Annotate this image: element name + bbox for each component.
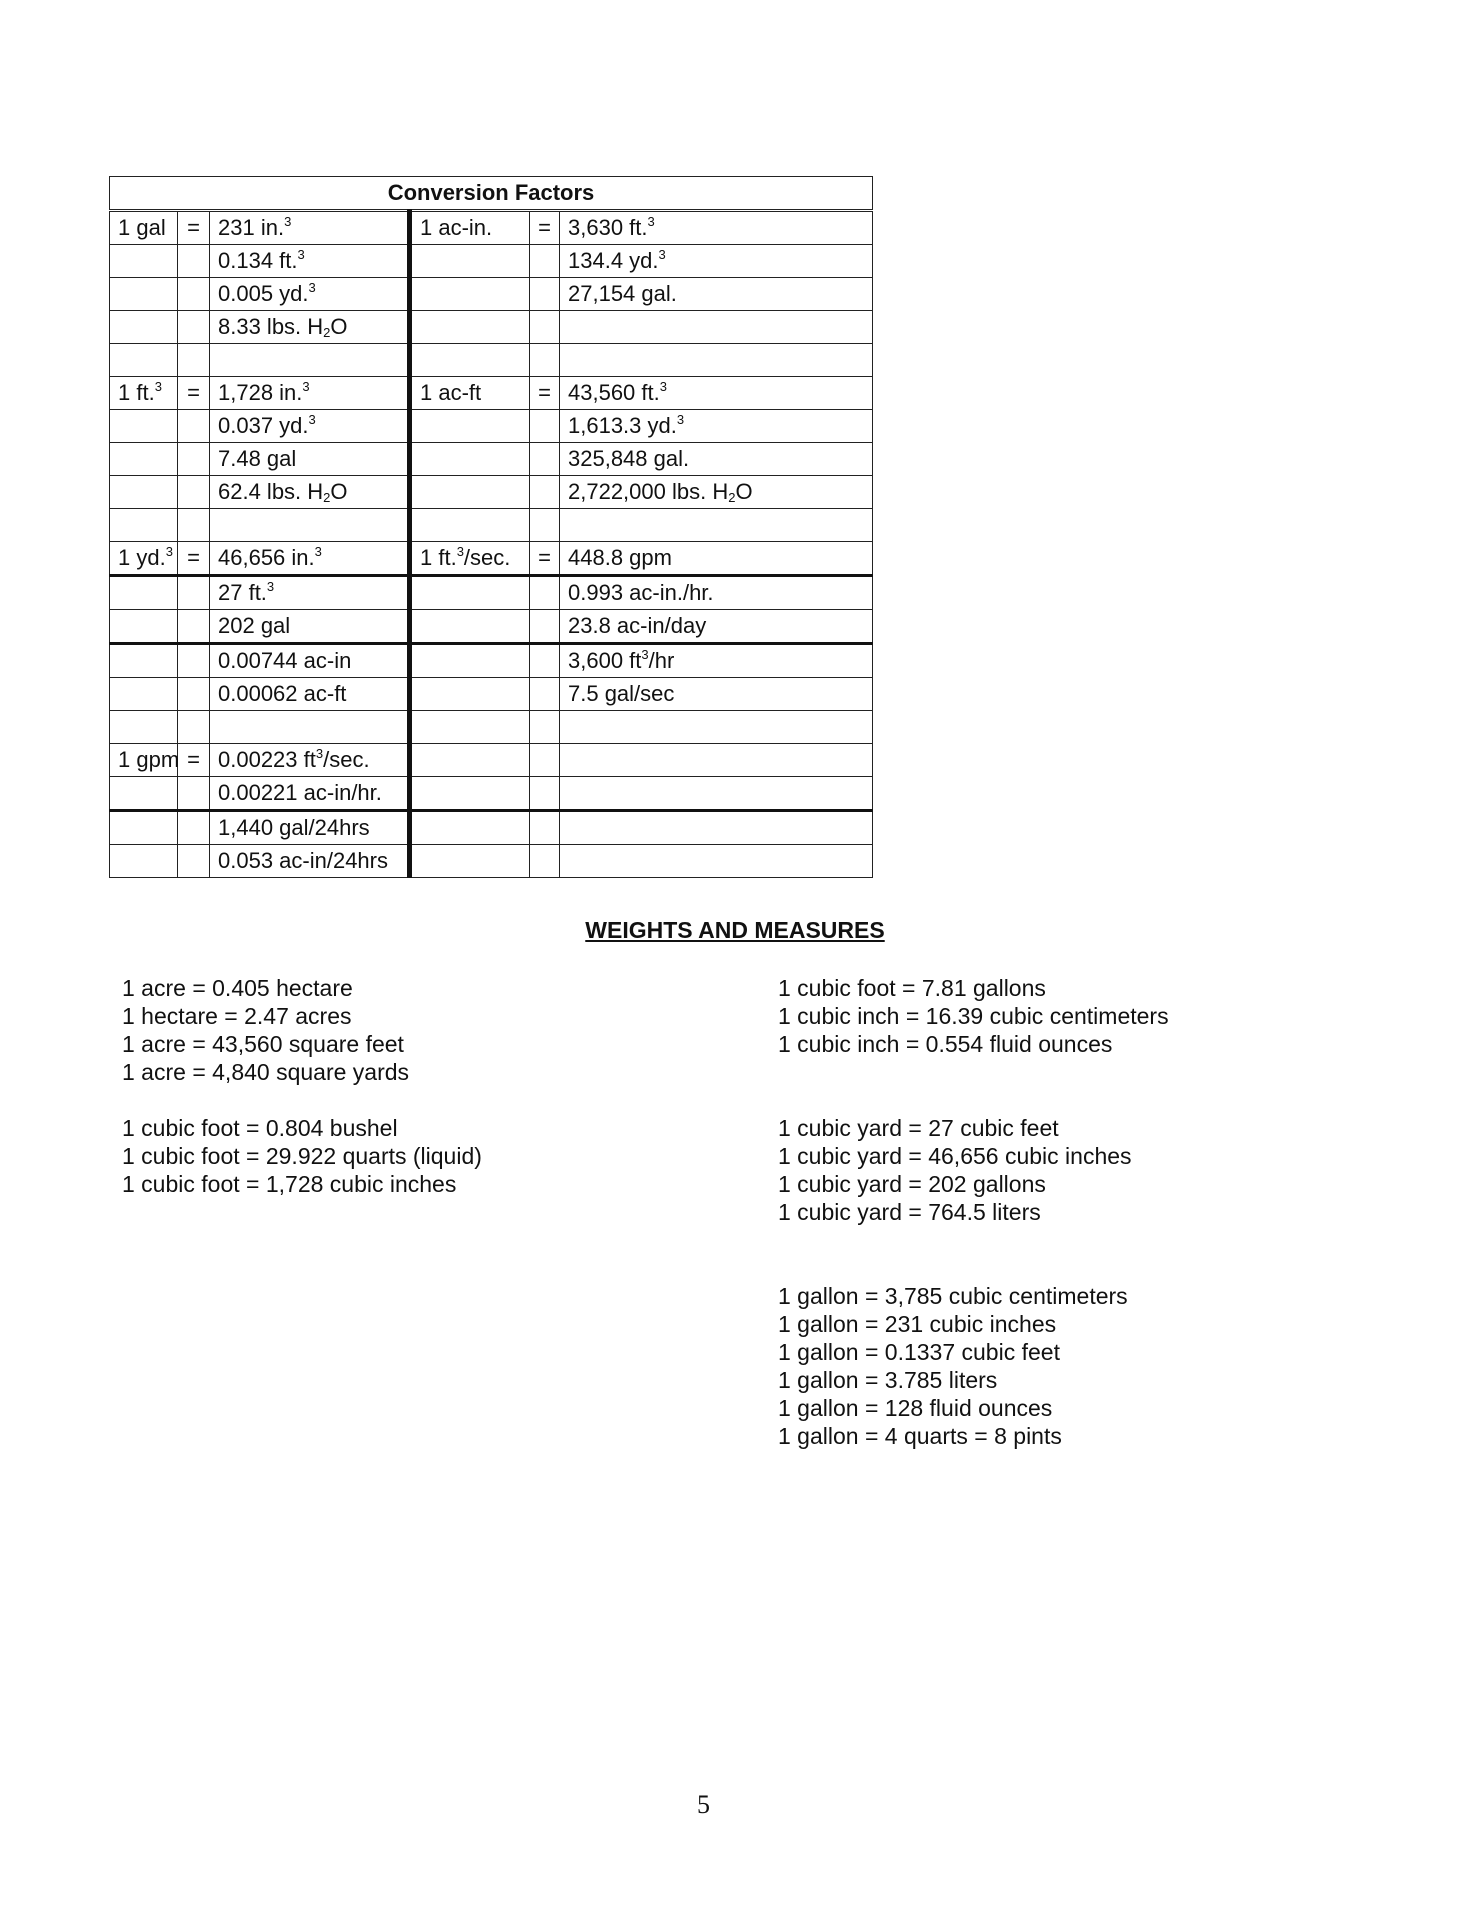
cell-text: 0.037 yd. (218, 413, 309, 438)
table-row (110, 311, 873, 344)
table-cell (530, 678, 560, 711)
superscript: 3 (641, 647, 649, 662)
conversion-line: 1 gallon = 3,785 cubic centimeters (778, 1283, 1128, 1309)
table-cell (560, 845, 873, 878)
table-row (110, 278, 873, 311)
table-cell (110, 344, 178, 377)
subscript: 2 (323, 490, 331, 505)
table-row (110, 711, 873, 744)
table-cell (110, 211, 178, 245)
table-cell (530, 777, 560, 811)
table-cell (178, 678, 210, 711)
superscript: 3 (658, 247, 666, 262)
table-cell (210, 377, 410, 410)
conversion-line: 1 cubic yard = 764.5 liters (778, 1199, 1041, 1225)
table-cell (410, 811, 530, 845)
table-cell (560, 211, 873, 245)
cell-text: 46,656 in. (218, 545, 315, 570)
table-cell (410, 678, 530, 711)
cell-text: 2,722,000 lbs. H (568, 479, 729, 504)
table-cell (560, 610, 873, 644)
cell-text: 27 ft. (218, 580, 267, 605)
table-cell (110, 678, 178, 711)
conversion-line: 1 hectare = 2.47 acres (122, 1003, 352, 1029)
table-cell (560, 443, 873, 476)
table-row (110, 211, 873, 245)
table-row (110, 443, 873, 476)
cell-text: = (187, 215, 200, 240)
cell-text: 0.00062 ac-ft (218, 681, 347, 706)
table-row (110, 744, 873, 777)
table-row (110, 678, 873, 711)
conversion-line: 1 cubic foot = 1,728 cubic inches (122, 1171, 457, 1197)
table-cell (560, 311, 873, 344)
table-cell (210, 777, 410, 811)
table-cell (210, 644, 410, 678)
superscript: 3 (266, 579, 275, 594)
table-cell (178, 410, 210, 443)
table-cell (560, 542, 873, 576)
table-cell (210, 845, 410, 878)
table-cell (210, 443, 410, 476)
table-cell (530, 576, 560, 610)
table-cell (110, 777, 178, 811)
superscript: 3 (308, 280, 316, 295)
table-cell (530, 711, 560, 744)
superscript: 3 (676, 412, 685, 427)
table-cell (410, 576, 530, 610)
table-cell (178, 644, 210, 678)
cell-text: 23.8 ac-in/day (568, 613, 707, 638)
table-cell (110, 278, 178, 311)
table-cell (110, 311, 178, 344)
table-cell (410, 377, 530, 410)
weights-and-measures-heading: WEIGHTS AND MEASURES (585, 917, 885, 943)
cell-text: = (187, 545, 200, 570)
table-cell (178, 278, 210, 311)
table-cell (410, 211, 530, 245)
table-cell (210, 476, 410, 509)
superscript: 3 (456, 544, 464, 559)
table-cell (210, 344, 410, 377)
table-row (110, 610, 873, 644)
table-cell (110, 410, 178, 443)
table-row (110, 377, 873, 410)
table-cell (210, 744, 410, 777)
table-cell (178, 845, 210, 878)
table-cell (410, 311, 530, 344)
cell-text: 8.33 lbs. H (218, 314, 324, 339)
table-cell (110, 377, 178, 410)
table-cell (110, 509, 178, 542)
cell-text: O (735, 479, 753, 504)
cell-text: = (538, 545, 551, 570)
table-cell (110, 711, 178, 744)
table-cell (410, 410, 530, 443)
conversion-line: 1 cubic foot = 29.922 quarts (liquid) (122, 1143, 482, 1169)
cell-text: 448.8 gpm (568, 545, 672, 570)
conversion-line: 1 cubic foot = 0.804 bushel (122, 1115, 398, 1141)
weights-right-column (778, 974, 1169, 1450)
cell-text: 0.00221 ac-in/hr. (218, 780, 382, 805)
table-row (110, 777, 873, 811)
table-cell (110, 443, 178, 476)
table-cell (178, 542, 210, 576)
cell-text: 1,440 gal/24hrs (218, 815, 370, 840)
table-cell (530, 509, 560, 542)
cell-text: 1 gpm (118, 747, 180, 772)
table-row (110, 576, 873, 610)
table-cell (110, 476, 178, 509)
table-cell (530, 211, 560, 245)
cell-text: 231 in. (218, 215, 285, 240)
table-cell (560, 811, 873, 845)
table-cell (560, 678, 873, 711)
table-cell (410, 443, 530, 476)
table-cell (110, 542, 178, 576)
table-cell (560, 476, 873, 509)
cell-text: = (187, 747, 200, 772)
superscript: 3 (302, 379, 310, 394)
cell-text: /sec. (463, 545, 511, 570)
cell-text: 3,630 ft. (568, 215, 648, 240)
table-cell (530, 845, 560, 878)
table-row (110, 245, 873, 278)
table-cell (110, 811, 178, 845)
table-cell (560, 777, 873, 811)
cell-text: 27,154 gal. (568, 281, 677, 306)
cell-text: 1 ft. (118, 380, 155, 405)
table-row (110, 811, 873, 845)
table-cell (560, 278, 873, 311)
table-cell (178, 576, 210, 610)
table-cell (410, 845, 530, 878)
conversion-line: 1 gallon = 231 cubic inches (778, 1311, 1057, 1337)
table-cell (110, 644, 178, 678)
table-row (110, 644, 873, 678)
table-cell (560, 576, 873, 610)
cell-text: 202 gal (218, 613, 291, 638)
superscript: 3 (284, 214, 292, 229)
table-cell (178, 344, 210, 377)
table-cell (530, 610, 560, 644)
table-cell (410, 509, 530, 542)
table-cell (530, 311, 560, 344)
cell-text: 7.5 gal/sec (568, 681, 675, 706)
table-cell (560, 744, 873, 777)
superscript: 3 (165, 544, 173, 559)
cell-text: = (538, 380, 551, 405)
cell-text: /sec. (323, 747, 370, 772)
superscript: 3 (659, 379, 667, 394)
cell-text: O (330, 479, 348, 504)
table-cell (530, 245, 560, 278)
table-cell (560, 711, 873, 744)
table-cell (210, 576, 410, 610)
cell-text: 0.00223 ft (218, 747, 316, 772)
table-cell (530, 542, 560, 576)
table-cell (210, 211, 410, 245)
table-cell (530, 410, 560, 443)
conversion-line: 1 cubic yard = 46,656 cubic inches (778, 1143, 1132, 1169)
cell-text: 0.993 ac-in./hr. (568, 580, 714, 605)
conversion-line: 1 cubic inch = 16.39 cubic centimeters (778, 1003, 1169, 1029)
table-cell (410, 610, 530, 644)
conversion-line: 1 gallon = 4 quarts = 8 pints (778, 1423, 1062, 1449)
table-cell (410, 644, 530, 678)
cell-text: 3,600 ft (568, 648, 642, 673)
cell-text: 0.053 ac-in/24hrs (218, 848, 388, 873)
conversion-line: 1 cubic yard = 202 gallons (778, 1171, 1046, 1197)
cell-text: 0.005 yd. (218, 281, 309, 306)
cell-text: O (330, 314, 348, 339)
cell-text: 1 ft. (420, 545, 457, 570)
table-cell (410, 711, 530, 744)
cell-text: 1,613.3 yd. (568, 413, 677, 438)
table-cell (110, 576, 178, 610)
table-cell (178, 744, 210, 777)
table-cell (178, 610, 210, 644)
table-cell (210, 311, 410, 344)
table-cell (530, 443, 560, 476)
subscript: 2 (323, 325, 331, 340)
cell-text: 325,848 gal. (568, 446, 690, 471)
cell-text: 1 gal (118, 215, 166, 240)
table-cell (178, 211, 210, 245)
conversion-line: 1 cubic inch = 0.554 fluid ounces (778, 1031, 1113, 1057)
table-cell (210, 678, 410, 711)
conversion-line: 1 gallon = 3.785 liters (778, 1367, 998, 1393)
table-cell (178, 311, 210, 344)
table-cell (210, 542, 410, 576)
table-cell (178, 777, 210, 811)
table-cell (110, 245, 178, 278)
table-cell (210, 245, 410, 278)
cell-text: 7.48 gal (218, 446, 297, 471)
table-row (110, 509, 873, 542)
superscript: 3 (308, 412, 316, 427)
conversion-line: 1 acre = 43,560 square feet (122, 1031, 404, 1057)
cell-text: 0.00744 ac-in (218, 648, 352, 673)
table-cell (530, 278, 560, 311)
table-cell (530, 476, 560, 509)
table-cell (560, 377, 873, 410)
superscript: 3 (297, 247, 305, 262)
table-cell (210, 410, 410, 443)
table-cell (178, 377, 210, 410)
table-cell (410, 542, 530, 576)
table-cell (210, 711, 410, 744)
superscript: 3 (315, 746, 324, 761)
table-cell (178, 509, 210, 542)
table-cell (110, 610, 178, 644)
table-cell (210, 610, 410, 644)
conversion-factors-table (109, 176, 873, 878)
table-row (110, 410, 873, 443)
table-cell (410, 744, 530, 777)
superscript: 3 (154, 379, 162, 394)
weights-left-column (122, 974, 482, 1198)
table-cell (178, 443, 210, 476)
table-cell (530, 744, 560, 777)
table-row (110, 344, 873, 377)
table-title: Conversion Factors (110, 177, 873, 211)
cell-text: 1 ac-in. (420, 215, 493, 240)
table-cell (410, 777, 530, 811)
table-row (110, 476, 873, 509)
conversion-line: 1 acre = 4,840 square yards (122, 1059, 410, 1085)
table-row (110, 542, 873, 576)
cell-text: 1,728 in. (218, 380, 303, 405)
cell-text: 1 yd. (118, 545, 166, 570)
superscript: 3 (647, 214, 655, 229)
table-cell (560, 644, 873, 678)
conversion-line: 1 gallon = 0.1337 cubic feet (778, 1339, 1060, 1365)
table-cell (178, 476, 210, 509)
table-cell (530, 811, 560, 845)
table-cell (410, 245, 530, 278)
table-cell (410, 476, 530, 509)
conversion-line: 1 cubic foot = 7.81 gallons (778, 975, 1046, 1001)
table-cell (110, 744, 178, 777)
table-cell (178, 711, 210, 744)
subscript: 2 (728, 490, 736, 505)
table-cell (560, 344, 873, 377)
page-number: 5 (697, 1790, 710, 1819)
conversion-line: 1 acre = 0.405 hectare (122, 975, 353, 1001)
table-cell (410, 344, 530, 377)
conversion-line: 1 gallon = 128 fluid ounces (778, 1395, 1053, 1421)
table-cell (560, 509, 873, 542)
cell-text: /hr (648, 648, 675, 673)
cell-text: = (538, 215, 551, 240)
cell-text: = (187, 380, 200, 405)
table-row (110, 845, 873, 878)
table-cell (410, 278, 530, 311)
table-cell (210, 811, 410, 845)
cell-text: 62.4 lbs. H (218, 479, 324, 504)
conversion-line: 1 cubic yard = 27 cubic feet (778, 1115, 1059, 1141)
table-cell (110, 845, 178, 878)
superscript: 3 (314, 544, 322, 559)
table-cell (530, 644, 560, 678)
table-cell (530, 344, 560, 377)
table-cell (210, 278, 410, 311)
table-cell (530, 377, 560, 410)
table-cell (560, 245, 873, 278)
cell-text: 0.134 ft. (218, 248, 298, 273)
cell-text: 43,560 ft. (568, 380, 660, 405)
cell-text: 1 ac-ft (420, 380, 482, 405)
table-cell (560, 410, 873, 443)
cell-text: 134.4 yd. (568, 248, 659, 273)
table-cell (178, 245, 210, 278)
table-cell (210, 509, 410, 542)
table-cell (178, 811, 210, 845)
